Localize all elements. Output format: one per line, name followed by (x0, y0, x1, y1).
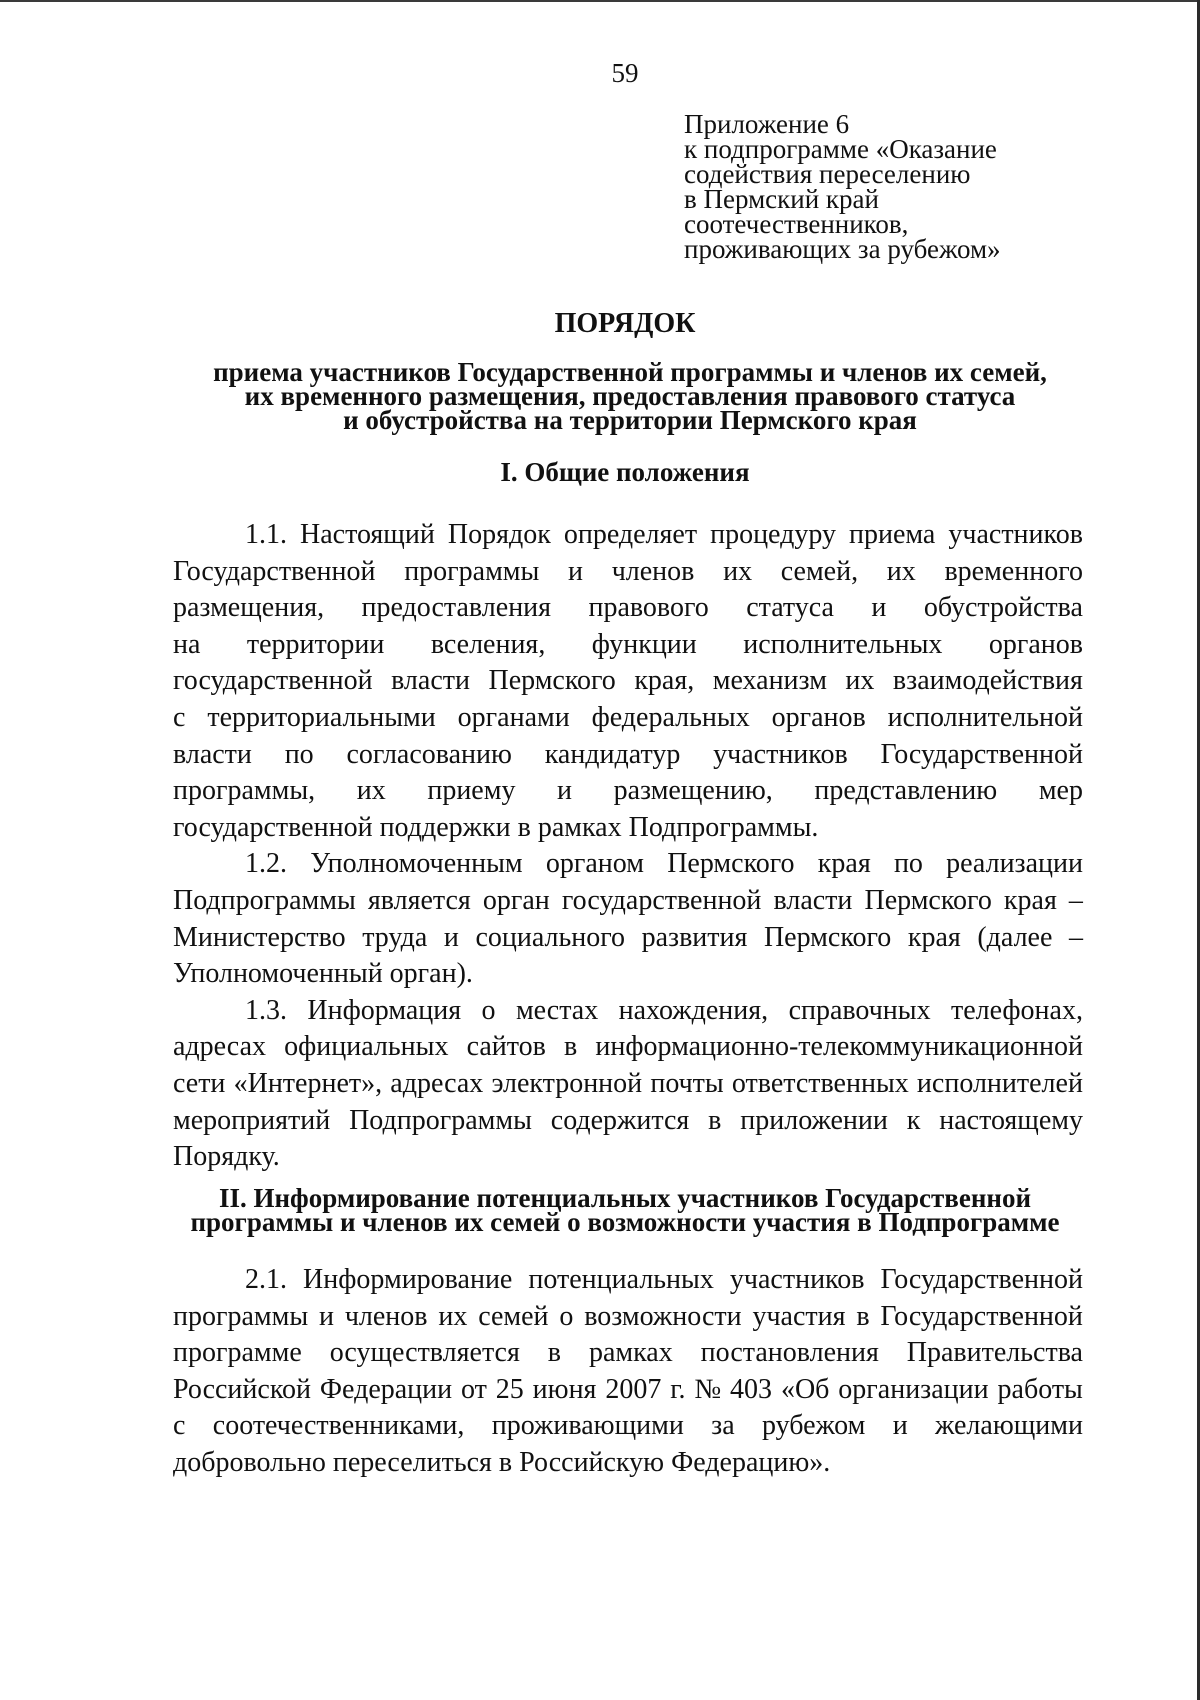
paragraph-line: 1.1. Настоящий Порядок определяет процедуру приема участников (245, 519, 1083, 550)
paragraph-line: программе осуществляется в рамках постановления Правительства (173, 1337, 1083, 1369)
appendix-line: к подпрограмме «Оказание (684, 134, 997, 164)
paragraph-line: Уполномоченный орган). (173, 958, 473, 990)
paragraph-line: мероприятий Подпрограммы содержится в приложении к настоящему (173, 1104, 1083, 1136)
scan-edge-top (0, 0, 1200, 2)
section-heading-line: II. Информирование потенциальных участников Государственной (218, 1183, 1032, 1213)
section-1-body (173, 517, 1083, 1176)
document-title: ПОРЯДОК (554, 308, 696, 339)
appendix-line: проживающих за рубежом» (684, 234, 1001, 264)
subtitle-line: их временного размещения, предоставления правового статуса (244, 381, 1016, 411)
paragraph-line: Российской Федерации от 25 июня 2007 г. № 403 «Об организации работы (173, 1373, 1083, 1405)
paragraph-line: адресах официальных сайтов в информационно-телекоммуникационной (173, 1031, 1083, 1063)
section-heading-line: программы и членов их семей о возможности участия в Подпрограмме (190, 1207, 1060, 1237)
paragraph-line: добровольно переселиться в Российскую Федерацию». (173, 1446, 831, 1478)
section-2-heading (0, 1183, 1200, 1237)
section-heading-line: I. Общие положения (500, 457, 750, 487)
paragraph-line: Государственной программы и членов их семей, их временного (173, 555, 1083, 587)
subtitle-line: приема участников Государственной программы и членов их семей, (213, 357, 1047, 387)
paragraph-line: Порядку. (173, 1141, 280, 1173)
appendix-reference (684, 109, 1104, 264)
paragraph-line: сети «Интернет», адресах электронной почты ответственных исполнителей (173, 1067, 1083, 1099)
paragraph-line: Министерство труда и социального развития Пермского края (далее – (173, 921, 1083, 953)
subtitle-line: и обустройства на территории Пермского края (343, 405, 917, 435)
paragraph-line: на территории вселения, функции исполнительных органов (173, 628, 1083, 660)
appendix-line: Приложение 6 (684, 109, 850, 139)
paragraph-line: 2.1. Информирование потенциальных участников Государственной (245, 1264, 1083, 1295)
paragraph-line: государственной поддержки в рамках Подпрограммы. (173, 811, 819, 843)
paragraph-line: размещения, предоставления правового статуса и обустройства (173, 592, 1083, 624)
paragraph-line: власти по согласованию кандидатур участников Государственной (173, 738, 1083, 770)
appendix-line: содействия переселению (684, 159, 971, 189)
appendix-line: в Пермский край (684, 184, 879, 214)
section-2-body (173, 1262, 1083, 1482)
page-number: 59 (611, 58, 639, 88)
paragraph-line: государственной власти Пермского края, механизм их взаимодействия (173, 665, 1083, 697)
paragraph-line: 1.2. Уполномоченным органом Пермского края по реализации (245, 848, 1083, 880)
appendix-line: соотечественников, (684, 209, 909, 239)
paragraph-line: с территориальными органами федеральных органов исполнительной (173, 701, 1083, 733)
paragraph-line: программы, их приему и размещению, представлению мер (173, 775, 1083, 807)
paragraph-line: 1.3. Информация о местах нахождения, справочных телефонах, (245, 994, 1083, 1026)
paragraph-line: программы и членов их семей о возможности участия в Государственной (173, 1300, 1083, 1332)
document-subtitle (0, 357, 1200, 435)
paragraph-line: Подпрограммы является орган государственной власти Пермского края – (173, 884, 1083, 916)
section-1-heading (0, 457, 1200, 487)
paragraph-line: с соотечественниками, проживающими за рубежом и желающими (173, 1410, 1083, 1442)
